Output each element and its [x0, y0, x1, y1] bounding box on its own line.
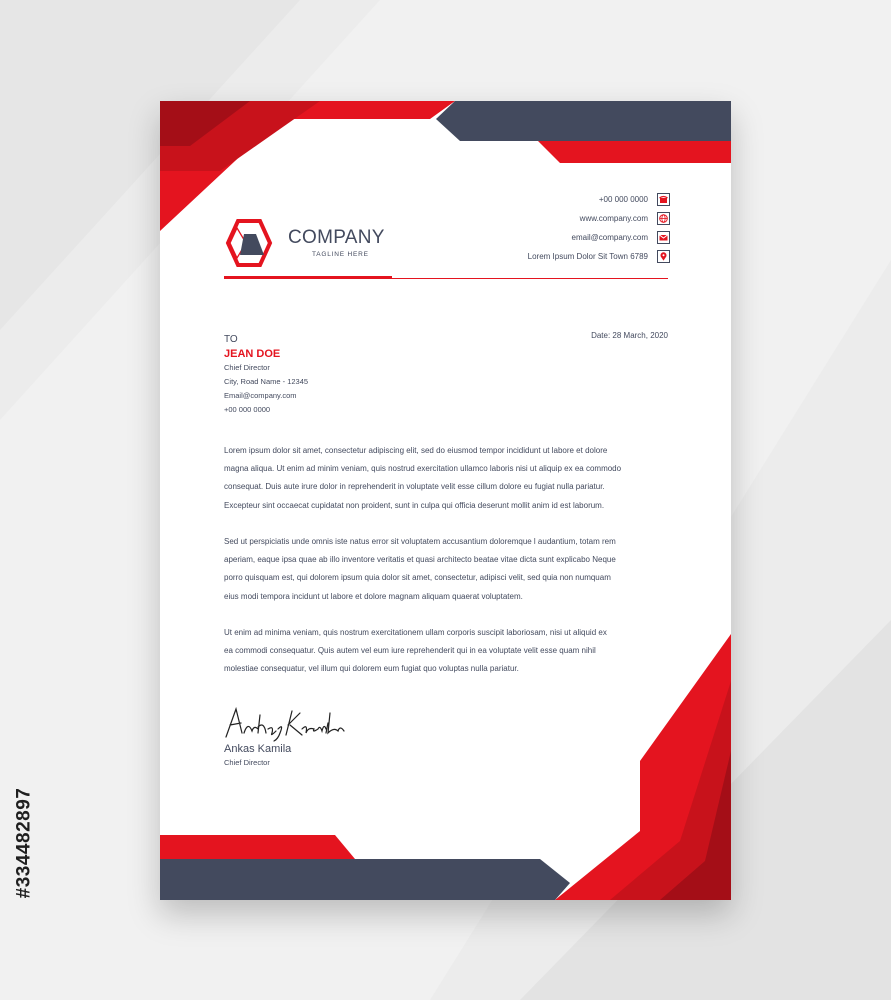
body-paragraph — [224, 624, 674, 679]
contact-website-text: www.company.com — [579, 214, 648, 223]
body-line: Sed ut perspiciatis unde omnis iste natus error sit voluptatem accusantium doloremque l audantium, totam rem — [224, 537, 616, 546]
recipient-email: Email@company.com — [224, 391, 297, 400]
recipient-name: JEAN DOE — [224, 348, 281, 360]
stock-id-label: #334482897 — [13, 787, 35, 899]
body-paragraph — [224, 442, 674, 515]
letterhead-sheet — [160, 101, 731, 900]
handwritten-signature — [222, 703, 352, 743]
body-line: Ut enim ad minima veniam, quis nostrum exercitationem ullam corporis suscipit laboriosam, nisi ut aliquid ex — [224, 628, 607, 637]
hexagon-logo-icon — [224, 219, 274, 269]
body-line: eius modi tempora incidunt ut labore et dolore magnam aliquam quaerat voluptatem. — [224, 591, 523, 601]
header-divider — [224, 276, 668, 279]
body-line: molestiae consequatur, vel illum qui dolorem eum fugiat quo voluptas nulla pariatur. — [224, 664, 519, 674]
phone-icon — [657, 193, 670, 206]
contact-phone-text: +00 000 0000 — [598, 195, 648, 204]
body-paragraph — [224, 533, 674, 606]
letter-body — [224, 442, 674, 697]
company-tagline: TAGLINE HERE — [312, 251, 369, 258]
body-line: Lorem ipsum dolor sit amet, consectetur adipiscing elit, sed do eiusmod tempor incididunt ut labore et dolore — [224, 446, 608, 455]
recipient-address: City, Road Name - 12345 — [224, 377, 309, 386]
contact-website — [528, 209, 670, 228]
recipient-phone: +00 000 0000 — [224, 405, 271, 414]
contact-address-text: Lorem Ipsum Dolor Sit Town 6789 — [527, 252, 648, 261]
envelope-icon — [657, 231, 670, 244]
body-line: porro quisquam est, qui dolorem ipsum quia dolor sit amet, consectetur, adipisci velit, sed quia non numquam — [224, 573, 611, 583]
recipient-title: Chief Director — [224, 363, 270, 372]
location-pin-icon — [657, 250, 670, 263]
body-line: magna aliqua. Ut enim ad minim veniam, quis nostrud exercitation ullamco laboris nisi ut aliquip ex ea commodo — [224, 464, 622, 474]
contact-list — [528, 190, 670, 266]
company-name: COMPANY — [288, 227, 385, 248]
body-line: Excepteur sint occaecat cupidatat non proident, sunt in culpa qui officia deserunt mollit anim id est laborum. — [224, 500, 605, 510]
body-line: consequat. Duis aute irure dolor in reprehenderit in voluptate velit esse cillum dolore eu fugiat nulla pariatur. — [224, 482, 605, 492]
body-line: aperiam, eaque ipsa quae ab illo inventore veritatis et quasi architecto beatae vitae dicta sunt explicabo Neque — [224, 555, 616, 565]
contact-address — [528, 247, 670, 266]
signatory-name: Ankas Kamila — [224, 743, 292, 755]
letter-date: Date: 28 March, 2020 — [591, 331, 668, 340]
body-line: ea commodi consequatur. Quis autem vel eum iure reprehenderit qui in ea voluptate velit esse quam nihil — [224, 646, 596, 656]
to-label: TO — [224, 334, 238, 345]
signatory-title: Chief Director — [224, 758, 270, 767]
contact-email-text: email@company.com — [571, 233, 648, 242]
contact-phone — [528, 190, 670, 209]
recipient-block — [224, 333, 308, 417]
globe-icon — [657, 212, 670, 225]
contact-email — [528, 228, 670, 247]
company-logo — [224, 219, 399, 269]
